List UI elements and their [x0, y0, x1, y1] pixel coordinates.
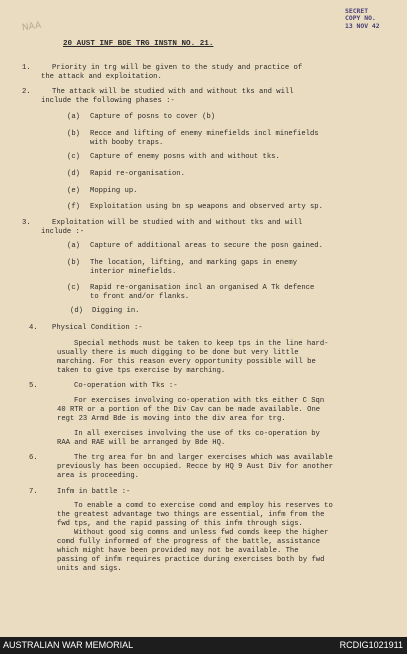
- archive-id: RCDIG1021911: [339, 640, 403, 650]
- paragraph-line: previously has been occupied. Recce by HQ 9 Aust Div for another: [57, 463, 334, 471]
- paragraph-line: RAA and RAE will be arranged by Bde HQ.: [57, 439, 226, 447]
- section-number: 2.: [22, 88, 31, 96]
- paragraph-line: Special methods must be taken to keep tps in the line hard-: [74, 340, 329, 348]
- document-title: 20 AUST INF BDE TRG INSTN NO. 21.: [63, 40, 214, 48]
- paragraph-line: The attack will be studied with and without tks and will: [52, 88, 294, 96]
- section-number: 1.: [22, 64, 31, 72]
- paragraph-line: taken to give tps exercise by marching.: [57, 367, 226, 375]
- paragraph-line: Without good sig comns and unless fwd comds keep the higher: [74, 529, 329, 537]
- paragraph-line: 40 RTR or a portion of the Div Cav can be made available. One: [57, 406, 321, 414]
- stamp-copy-no: COPY NO.: [345, 14, 376, 22]
- list-item-text: Digging in.: [92, 307, 140, 315]
- paragraph-line: passing of infm requires practice during exercises both by fwd: [57, 556, 325, 564]
- paragraph-line: include the following phases :-: [41, 97, 175, 105]
- paragraph-line: include :-: [41, 228, 85, 236]
- list-item-text: with booby traps.: [90, 139, 164, 147]
- archive-name: AUSTRALIAN WAR MEMORIAL: [3, 640, 134, 650]
- section-number: 7.: [29, 488, 38, 496]
- list-item-text: Rapid re-organisation.: [90, 170, 185, 178]
- paragraph-line: The trg area for bn and larger exercises which was available: [74, 454, 333, 462]
- list-item-text: Capture of enemy posns with and without tks.: [90, 153, 280, 161]
- paragraph-line: For exercises involving co-operation with tks either C Sqn: [74, 397, 325, 405]
- list-item-text: Capture of additional areas to secure the posn gained.: [90, 242, 323, 250]
- section-number: 4.: [29, 324, 38, 332]
- stamp-date: 13 NOV 42: [345, 22, 380, 30]
- paragraph-line: comd fully informed of the progress of the battle, assistance: [57, 538, 321, 546]
- list-item-label: (d): [70, 307, 83, 315]
- paragraph-line: the greatest advantage two things are essential, infm from the: [57, 511, 325, 519]
- stamp-classification: SECRET: [345, 7, 369, 15]
- paragraph-line: Exploitation will be studied with and without tks and will: [52, 219, 303, 227]
- list-item-label: (c): [67, 284, 80, 292]
- list-item-text: to front and/or flanks.: [90, 293, 190, 301]
- paragraph-line: fwd tps, and the rapid passing of this infm through sigs.: [57, 520, 303, 528]
- list-item-label: (c): [67, 153, 80, 161]
- archive-footer: [0, 637, 407, 654]
- paragraph-line: the attack and exploitation.: [41, 73, 162, 81]
- paragraph-line: In all exercises involving the use of tks co-operation by: [74, 430, 320, 438]
- section-number: 6.: [29, 454, 38, 462]
- paragraph-line: units and sigs.: [57, 565, 122, 573]
- paragraph-line: which might have been provided may not be available. The: [57, 547, 299, 555]
- paragraph-line: usually there is much digging to be done but very little: [57, 349, 299, 357]
- paragraph-line: regt 23 Armd Bde is moving into the div area for trg.: [57, 415, 286, 423]
- paragraph-line: marching. For this reason every opportunity possible will be: [57, 358, 316, 366]
- list-item-text: Mopping up.: [90, 187, 138, 195]
- list-item-text: Exploitation using bn sp weapons and observed arty sp.: [90, 203, 323, 211]
- list-item-text: The location, lifting, and marking gaps in enemy: [90, 259, 298, 267]
- list-item-label: (e): [67, 187, 80, 195]
- list-item-label: (d): [67, 170, 80, 178]
- list-item-label: (a): [67, 242, 80, 250]
- list-item-label: (f): [67, 203, 80, 211]
- paragraph-line: Priority in trg will be given to the study and practice of: [52, 64, 303, 72]
- list-item-text: interior minefields.: [90, 268, 177, 276]
- list-item-label: (b): [67, 130, 80, 138]
- list-item-text: Recce and lifting of enemy minefields incl minefields: [90, 130, 319, 138]
- list-item-label: (b): [67, 259, 80, 267]
- section-number: 5.: [29, 382, 38, 390]
- paragraph-line: area is proceeding.: [57, 472, 139, 480]
- list-item-text: Capture of posns to cover (b): [90, 113, 216, 121]
- pencil-annotation: NAA: [21, 20, 42, 34]
- section-heading: Co-operation with Tks :-: [74, 382, 178, 390]
- list-item-label: (a): [67, 113, 80, 121]
- section-heading: Physical Condition :-: [52, 324, 143, 332]
- list-item-text: Rapid re-organisation incl an organised A Tk defence: [90, 284, 315, 292]
- paragraph-line: To enable a comd to exercise comd and employ his reserves to: [74, 502, 333, 510]
- section-number: 3.: [22, 219, 31, 227]
- section-heading: Infm in battle :-: [57, 488, 131, 496]
